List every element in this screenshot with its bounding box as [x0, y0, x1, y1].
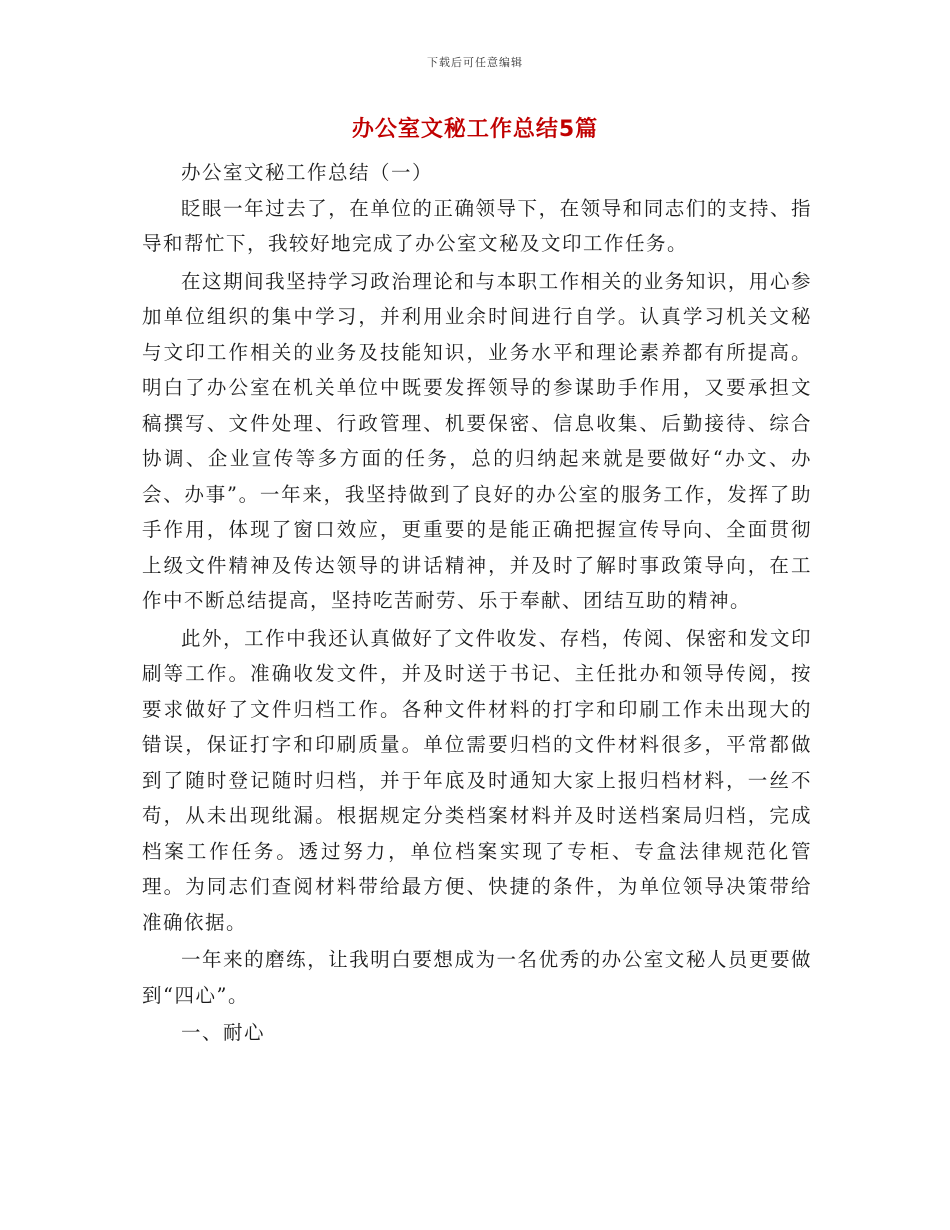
- document-title: 办公室文秘工作总结5篇: [351, 117, 599, 142]
- paragraph: 此外，工作中我还认真做好了文件收发、存档，传阅、保密和发文印刷等工作。准确收发文件，并及时送于书记、主任批办和领导传阅，按要求做好了文件归档工作。各种文件材料的打字和印刷工作未出现大的错误，保证打字和印刷质量。单位需要归档的文件材料很多，平常都做到了随时登记随时归档，并于年底及时通知大家上报归档材料，一丝不苟，从未出现纰漏。根据规定分类档案材料并及时送档案局归档，完成档案工作任务。透过努力，单位档案实现了专柜、专盒法律规范化管理。为同志们查阅材料带给最方便、快捷的条件，为单位领导决策带给准确依据。: [142, 626, 812, 934]
- subsection-heading: 一、耐心: [181, 1021, 266, 1044]
- page-header-note: 下载后可任意编辑: [427, 56, 523, 69]
- paragraph: 一年来的磨练，让我明白要想成为一名优秀的办公室文秘人员更要做到“四心”。: [142, 948, 812, 1007]
- document-body: [142, 155, 812, 1051]
- section-heading: 办公室文秘工作总结（一）: [181, 161, 434, 184]
- paragraph: 在这期间我坚持学习政治理论和与本职工作相关的业务知识，用心参加单位组织的集中学习，并利用业余时间进行自学。认真学习机关文秘与文印工作相关的业务及技能知识，业务水平和理论素养都有所提高。明白了办公室在机关单位中既要发挥领导的参谋助手作用，又要承担文稿撰写、文件处理、行政管理、机要保密、信息收集、后勤接待、综合协调、企业宣传等多方面的任务，总的归纳起来就是要做好“办文、办会、办事”。一年来，我坚持做到了良好的办公室的服务工作，发挥了助手作用，体现了窗口效应，更重要的是能正确把握宣传导向、全面贯彻上级文件精神及传达领导的讲话精神，并及时了解时事政策导向，在工作中不断总结提高，坚持吃苦耐劳、乐于奉献、团结互助的精神。: [142, 269, 812, 612]
- paragraph: 眨眼一年过去了，在单位的正确领导下，在领导和同志们的支持、指导和帮忙下，我较好地完成了办公室文秘及文印工作任务。: [142, 196, 812, 255]
